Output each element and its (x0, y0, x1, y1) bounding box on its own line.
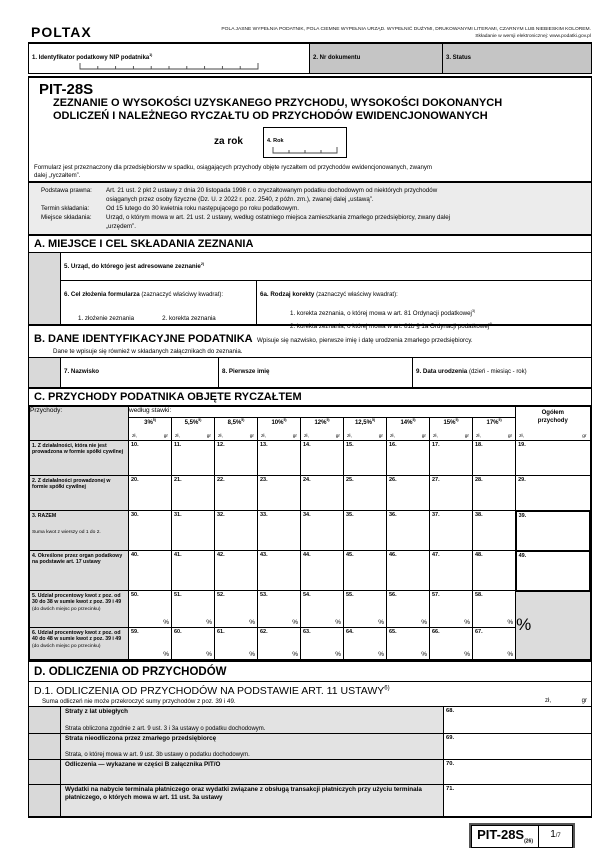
field-6a-rodzaj-korekty[interactable] (257, 280, 591, 330)
field-8-pierwsze-imie[interactable] (219, 357, 413, 387)
section-b-subtitle-1: Wpisuje się nazwisko, pierwsze imię i datę urodzenia zmarłego przedsiębiorcy. (257, 337, 473, 344)
section-c-title: C. PRZYCHODY PODATNIKA OBJĘTE RYCZAŁTEM (29, 389, 591, 406)
gutter (29, 253, 61, 280)
form-body (28, 76, 592, 818)
field-14[interactable]: 14. (301, 441, 344, 476)
field-55[interactable]: 55. % (344, 591, 387, 628)
field-5-urzad[interactable] (61, 253, 591, 280)
section-b-title: B. DANE IDENTYFIKACYJNE PODATNIKA (34, 333, 253, 345)
form-code-footer (469, 823, 575, 848)
col-header-wedlug-stawki: według stawki: (129, 407, 516, 418)
field-67[interactable]: 67. % (473, 628, 516, 660)
section-a-field-6-row (29, 280, 591, 330)
legal-info-block (29, 183, 591, 234)
footer-page-number: 1/7 (539, 825, 573, 848)
field-40[interactable]: 40. (129, 551, 172, 591)
field-41[interactable]: 41. (172, 551, 215, 591)
intro-line-2: dalej „ryczałtem”. (34, 171, 81, 179)
form-title-line-2: ODLICZEŃ I NALEŻNEGO RYCZAŁTU OD PRZYCHODÓW EWIDENCJONOWANYCH (53, 110, 488, 122)
field-33[interactable]: 33. (258, 511, 301, 551)
col-header-przychody: Przychody: (30, 407, 129, 441)
deadline-label: Termin składania: (41, 205, 90, 212)
field-31[interactable]: 31. (172, 511, 215, 551)
rate-header-10: 10%$^{5)}$ zł, gr (258, 418, 301, 441)
field-50[interactable]: 50. % (129, 591, 172, 628)
row-68-label: Straty z lat ubiegłych Strata obliczona zgodnie z art. 9 ust. 3 i 3a ustawy o podatku dochodowym. (61, 707, 444, 733)
legal-basis-text-2: osiąganych przez osoby fizyczne (Dz. U. z 2022 r. poz. 2540, z późn. zm.), zwanej dalej „ustawą”. (106, 196, 374, 203)
field-7-nazwisko[interactable] (61, 357, 219, 387)
field-1-nip[interactable] (29, 44, 310, 73)
field-25[interactable]: 25. (344, 476, 387, 511)
field-9-label: 9. Data urodzenia (dzień - miesiąc - rok) (416, 368, 527, 375)
field-30[interactable]: 30. (129, 511, 172, 551)
field-39[interactable]: 39. (516, 511, 590, 551)
field-63[interactable]: 63. % (301, 628, 344, 660)
top-header (28, 20, 592, 42)
field-5-label: 5. Urząd, do którego jest adresowane zeznanie$^{2)}$ (64, 261, 205, 270)
field-53[interactable]: 53. % (258, 591, 301, 628)
field-65[interactable]: 65. % (387, 628, 430, 660)
field-8-label: 8. Pierwsze imię (222, 368, 270, 375)
field-71[interactable]: 71. (444, 784, 591, 816)
field-59[interactable]: 59. % (129, 628, 172, 660)
field-57[interactable]: 57. % (430, 591, 473, 628)
field-21[interactable]: 21. (172, 476, 215, 511)
gutter (29, 733, 61, 759)
field-9-data-urodzenia[interactable] (413, 357, 591, 387)
poltax-logo: POLTAX (31, 24, 92, 40)
table-row-4 (30, 551, 591, 591)
d1-row-70 (29, 759, 591, 784)
rate-header-12-5: 12,5%$^{5)}$ zł, gr (344, 418, 387, 441)
field-3-label: 3. Status (446, 55, 472, 61)
field-43[interactable]: 43. (258, 551, 301, 591)
field-49[interactable]: 49. (516, 551, 590, 591)
field-6a-option-2[interactable]: 2. korekta zeznania, o której mowa w art. 81b § 1a Ordynacji podatkowej$^{4)}$ (290, 321, 493, 330)
top-fields-row (28, 44, 592, 74)
table-row-2 (30, 476, 591, 511)
gutter (29, 707, 61, 733)
field-64[interactable]: 64. % (344, 628, 387, 660)
rate-header-12: 12%$^{5)}$ zł, gr (301, 418, 344, 441)
gutter (29, 357, 61, 387)
rok-entry-comb[interactable] (272, 146, 338, 154)
field-6-option-2[interactable]: 2. korekta zeznania (162, 315, 216, 322)
field-52[interactable]: 52. % (215, 591, 258, 628)
nip-entry-comb[interactable] (79, 62, 259, 70)
footer-form-code: PIT-$28S_{(26)}$ (471, 825, 539, 848)
legal-basis-text-1: Art. 21 ust. 2 pkt 2 ustawy z dnia 20 listopada 1998 r. o zryczałtowanym podatku dochodowym od niektórych przychodów (106, 187, 438, 194)
row-3-label: 3. RAZEM Suma kwot z wierszy od 1 do 2. (30, 511, 129, 551)
revenue-table (29, 406, 591, 660)
field-7-label: 7. Nazwisko (64, 368, 100, 375)
field-34[interactable]: 34. (301, 511, 344, 551)
field-6-label: 6. Cel złożenia formularza (zaznaczyć właściwy kwadrat): (64, 291, 224, 298)
d1-zl-gr: zł, gr (545, 698, 587, 704)
row-1-label: 1. Z działalności, która nie jest prowadzona w formie spółki cywilnej (30, 441, 129, 476)
field-29[interactable]: 29. (516, 476, 590, 511)
field-18[interactable]: 18. (473, 441, 516, 476)
tax-year-row (29, 126, 591, 163)
rate-header-8-5: 8,5%$^{5)}$ zł, gr (215, 418, 258, 441)
field-6-option-1[interactable]: 1. złożenie zeznania (78, 315, 135, 322)
field-32[interactable]: 32. (215, 511, 258, 551)
row-6-label: 6. Udział procentowy kwot z poz. od 40 do 48 w sumie kwot z poz. 39 i 49 (do dwóch miejsc po przecinku) (30, 628, 129, 660)
field-36[interactable]: 36. (387, 511, 430, 551)
row-71-label: Wydatki na nabycie terminala płatniczego oraz wydatki związane z obsługą transakcji płatniczych przy użyciu terminala płatniczego, o których mowa w art. 11 ust. 3a ustawy (61, 784, 444, 816)
table-row-6 (30, 628, 591, 660)
form-code: PIT-28S (39, 81, 94, 98)
field-4-label: 4. Rok (267, 138, 284, 144)
notice-line-1: POLA JASNE WYPEŁNIA PODATNIK, POLA CIEMNE WYPEŁNIA URZĄD. WYPEŁNIĆ DUŻYMI, DRUKOWANYMI LITERAMI, CZARNYM LUB NIEBIESKIM KOLOREM. (221, 27, 591, 32)
table-row-1 (30, 441, 591, 476)
intro-line-1: Formularz jest przeznaczony dla przedsiębiorstw w spadku, osiągających przychody objęte ryczałtem od przychodów ewidencjonowanych, zwanym (34, 164, 432, 171)
field-6a-label: 6a. Rodzaj korekty (zaznaczyć właściwy kwadrat): (260, 291, 398, 298)
field-68[interactable]: 68. (444, 707, 591, 733)
section-b-subtitle-2: Dane te wpisuje się również w składanych załącznikach do zeznania. (53, 348, 243, 355)
field-45[interactable]: 45. (344, 551, 387, 591)
gutter (29, 784, 61, 816)
section-d-title: D. ODLICZENIA OD PRZYCHODÓW (29, 662, 591, 682)
form-title (29, 97, 591, 123)
field-56[interactable]: 56. % (387, 591, 430, 628)
percent-total-cell: % (516, 591, 590, 660)
field-4-rok[interactable] (263, 127, 347, 158)
row-5-label: 5. Udział procentowy kwot z poz. od 30 do 38 w sumie kwot z poz. 39 i 49 (do dwóch miejsc po przecinku) (30, 591, 129, 628)
row-4-label: 4. Określone przez organ podatkowy na podstawie art. 17 ustawy (30, 551, 129, 591)
field-6-cel-zlozenia[interactable] (61, 280, 257, 324)
rate-header-14: 14%$^{5)}$ zł, gr (387, 418, 430, 441)
form-intro (29, 163, 591, 181)
col-header-ogolem: Ogółem przychody zł, gr (516, 407, 590, 441)
field-69[interactable]: 69. (444, 733, 591, 759)
field-44[interactable]: 44. (301, 551, 344, 591)
fill-instructions (221, 26, 591, 40)
field-48[interactable]: 48. (473, 551, 516, 591)
section-b-fields-row (29, 357, 591, 387)
d1-row-69 (29, 733, 591, 759)
place-label: Miejsce składania: (41, 214, 92, 221)
field-11[interactable]: 11. (172, 441, 215, 476)
field-66[interactable]: 66. % (430, 628, 473, 660)
footer-row (28, 823, 592, 848)
field-37[interactable]: 37. (430, 511, 473, 551)
field-38[interactable]: 38. (473, 511, 516, 551)
form-title-line-1: ZEZNANIE O WYSOKOŚCI UZYSKANEGO PRZYCHODU, WYSOKOŚCI DOKONANYCH (53, 97, 503, 109)
field-28[interactable]: 28. (473, 476, 516, 511)
d1-row-68 (29, 707, 591, 733)
field-15[interactable]: 15. (344, 441, 387, 476)
za-rok-label: za rok (214, 136, 243, 147)
deadline-text: Od 15 lutego do 30 kwietnia roku następującego po roku podatkowym. (106, 205, 299, 212)
field-2-label: 2. Nr dokumentu (313, 55, 361, 61)
field-12[interactable]: 12. (215, 441, 258, 476)
field-61[interactable]: 61. % (215, 628, 258, 660)
field-35[interactable]: 35. (344, 511, 387, 551)
legal-basis-label: Podstawa prawna: (41, 187, 92, 194)
notice-line-2: Składanie w wersji elektronicznej: www.podatki.gov.pl (475, 34, 591, 39)
row-69-label: Strata nieodliczona przez zmarłego przedsiębiorcę Strata, o której mowa w art. 9 ust. 3b ustawy o podatku dochodowym. (61, 733, 444, 759)
field-62[interactable]: 62. % (258, 628, 301, 660)
field-70[interactable]: 70. (444, 759, 591, 784)
d1-row-71 (29, 784, 591, 816)
field-22[interactable]: 22. (215, 476, 258, 511)
field-1-label: 1. Identyfikator podatkowy NIP podatnika$^{1)}$ (32, 53, 153, 61)
row-70-label: Odliczenia — wykazane w części B załącznika PIT/O (61, 759, 444, 784)
place-text-2: „urzędem”. (106, 223, 136, 230)
field-58[interactable]: 58. % (473, 591, 516, 628)
section-d1-note-row (29, 698, 591, 707)
field-16[interactable]: 16. (387, 441, 430, 476)
field-6a-option-1[interactable]: 1. korekta zeznania, o której mowa w art. 81 Ordynacji podatkowej$^{3)}$ (290, 308, 476, 317)
rate-header-15: 15%$^{5)}$ zł, gr (430, 418, 473, 441)
field-20[interactable]: 20. (129, 476, 172, 511)
field-24[interactable]: 24. (301, 476, 344, 511)
field-3-status (443, 44, 591, 73)
gutter (29, 280, 61, 324)
field-17[interactable]: 17. (430, 441, 473, 476)
row-2-label: 2. Z działalności prowadzonej w formie spółki cywilnej (30, 476, 129, 511)
field-13[interactable]: 13. (258, 441, 301, 476)
field-26[interactable]: 26. (387, 476, 430, 511)
table-row-3-razem (30, 511, 591, 551)
place-text-1: Urząd, o którym mowa w art. 21 ust. 2 ustawy, według ostatniego miejsca zamieszkania zmarłego przedsiębiorcy, zwany dalej (106, 214, 451, 221)
field-10[interactable]: 10. (129, 441, 172, 476)
rate-header-5-5: 5,5%$^{5)}$ zł, gr (172, 418, 215, 441)
field-54[interactable]: 54. % (301, 591, 344, 628)
field-19[interactable]: 19. (516, 441, 590, 476)
field-23[interactable]: 23. (258, 476, 301, 511)
field-51[interactable]: 51. % (172, 591, 215, 628)
rate-header-3: 3%$^{5)}$ zł, gr (129, 418, 172, 441)
section-d1-title: D.1. ODLICZENIA OD PRZYCHODÓW NA PODSTAWIE ART. 11 USTAWY$^{6)}$ (34, 684, 390, 697)
field-46[interactable]: 46. (387, 551, 430, 591)
field-47[interactable]: 47. (430, 551, 473, 591)
table-row-5 (30, 591, 591, 628)
rate-header-17: 17%$^{5)}$ zł, gr (473, 418, 516, 441)
field-42[interactable]: 42. (215, 551, 258, 591)
field-60[interactable]: 60. % (172, 628, 215, 660)
field-27[interactable]: 27. (430, 476, 473, 511)
section-a-field-5-row (29, 253, 591, 280)
d1-note: Suma odliczeń nie może przekroczyć sumy przychodów z poz. 39 i 49. (42, 698, 236, 705)
gutter (29, 759, 61, 784)
section-a-title: A. MIEJSCE I CEL SKŁADANIA ZEZNANIA (29, 236, 591, 253)
field-2-nr-dokumentu (310, 44, 443, 73)
